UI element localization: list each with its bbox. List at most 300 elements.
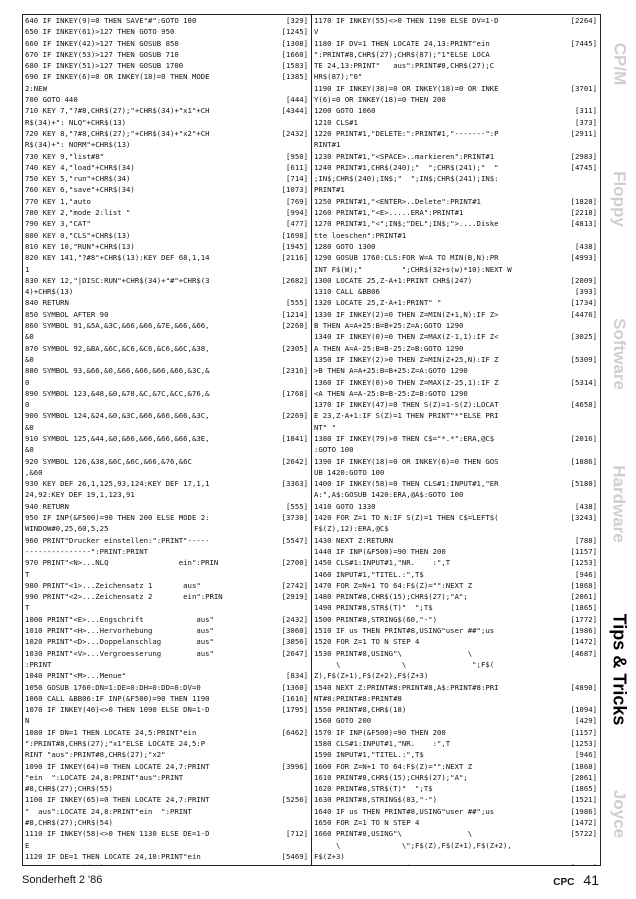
- code-text: 1420 FOR Z=1 TO N:IF S(Z)=1 THEN C$=LEFT$(: [314, 513, 499, 523]
- code-line: [23, 286, 311, 297]
- section-label-hardware: Hardware: [610, 465, 630, 543]
- code-text: 1250 PRINT#1,"<ENTER>..Delete":PRINT#1: [314, 196, 481, 206]
- code-line: [23, 151, 311, 162]
- line-checksum: [1660]: [281, 49, 308, 59]
- code-line: [312, 478, 600, 489]
- code-line: [312, 252, 600, 263]
- code-text: 960 PRINT"Drucker einstellen:":PRINT"-----: [25, 535, 210, 545]
- code-text: 950 IF INP(&F500)=90 THEN 200 ELSE MODE 2:: [25, 513, 210, 523]
- code-line: [23, 218, 311, 229]
- code-text: 810 KEY 10,"RUN"+CHR$(13): [25, 241, 135, 251]
- code-text: 1580 CLS#1:INPUT#1,"NR. :",T: [314, 739, 451, 748]
- line-checksum: [2316]: [281, 366, 308, 376]
- line-checksum: [4745]: [570, 162, 597, 172]
- code-text: 740 KEY 4,"load"+CHR$(34): [25, 162, 135, 172]
- code-text: 1360 IF INKEY(0)>0 THEN Z=MAX(Z-25,1):IF Z: [314, 377, 499, 387]
- line-checksum: [5469]: [281, 851, 308, 861]
- code-line: [23, 252, 311, 263]
- line-checksum: [3025]: [570, 332, 597, 342]
- code-text: 1460 INPUT#1,"TITEL.:",T$: [314, 569, 424, 579]
- code-line: [23, 297, 311, 308]
- line-checksum: [444]: [286, 95, 308, 105]
- code-line: [23, 173, 311, 184]
- line-checksum: [555]: [286, 298, 308, 308]
- code-text: A:",A$:GOSUB 1420:ERA,@A$:GOTO 100: [314, 490, 464, 500]
- code-text: 980 PRINT"<1>...Zeichensatz 1 aus": [25, 580, 201, 590]
- code-line: [23, 26, 311, 37]
- code-text: 1410 GOTO 1330: [314, 501, 376, 511]
- code-line: [23, 264, 311, 275]
- section-index-strip: [602, 14, 636, 839]
- code-text: 700 GOTO 440: [25, 95, 78, 105]
- code-line: [312, 207, 600, 218]
- code-text: 1630 PRINT#8,STRING$(83,"-"): [314, 795, 438, 805]
- code-line: [23, 546, 311, 557]
- code-text: 1430 NEXT Z:RETURN: [314, 535, 394, 545]
- line-checksum: [1986]: [570, 626, 597, 636]
- line-checksum: [2919]: [281, 592, 308, 602]
- code-text: &0: [25, 422, 34, 432]
- code-line: [23, 602, 311, 613]
- line-checksum: [1157]: [570, 727, 597, 737]
- code-text: 890 SYMBOL 123,&48,&0,&78,&C,&7C,&CC,&76,&: [25, 388, 210, 398]
- code-line: [23, 388, 311, 399]
- code-text: N: [25, 716, 30, 726]
- line-checksum: [950]: [286, 151, 308, 161]
- code-text: [314, 862, 499, 865]
- line-checksum: [3701]: [570, 83, 597, 93]
- code-text: 820 KEY 141,"?#8"+CHR$(13):KEY DEF 68,1,14: [25, 253, 210, 263]
- code-line: [23, 682, 311, 693]
- code-text: 880 SYMBOL 93,&66,&0,&66,&66,&66,&66,&3C,&: [25, 366, 210, 376]
- code-line: [312, 15, 600, 26]
- code-line: [312, 783, 600, 794]
- code-line: [23, 377, 311, 388]
- code-line: [312, 173, 600, 184]
- code-text: NT#8:PRINT#8:PRINT#8: [314, 693, 402, 703]
- code-line: [23, 275, 311, 286]
- code-line: [312, 523, 600, 534]
- line-checksum: [1795]: [281, 705, 308, 715]
- code-text: 710 KEY 7,"?#8,CHR$(27);"+CHR$(34)+"x1"+CH: [25, 106, 210, 116]
- code-text: 1640 IF us THEN PRINT#8,USING"user ##";us: [314, 806, 495, 816]
- line-checksum: [1698]: [281, 230, 308, 240]
- line-checksum: [1734]: [570, 298, 597, 308]
- line-checksum: [438]: [575, 241, 597, 251]
- line-checksum: [311]: [575, 106, 597, 116]
- line-checksum: [3060]: [281, 626, 308, 636]
- line-checksum: [5722]: [570, 829, 597, 839]
- code-line: [23, 840, 311, 851]
- code-text: 720 KEY 8,"?#8,CHR$(27);"+CHR$(34)+"x2"+CH: [25, 128, 210, 138]
- code-line: [23, 456, 311, 467]
- code-line: [312, 602, 600, 613]
- code-line: [23, 320, 311, 331]
- code-line: [23, 501, 311, 512]
- line-checksum: [2061]: [570, 772, 597, 782]
- code-text: 24,92:KEY DEF 19,1,123,91: [25, 490, 135, 500]
- code-text: B THEN A=A+25:B=B+25:Z=A:GOTO 1290: [314, 321, 464, 331]
- line-checksum: [5180]: [570, 479, 597, 489]
- code-line: [23, 105, 311, 116]
- code-text: 4)+CHR$(13): [25, 287, 74, 297]
- line-checksum: [438]: [575, 501, 597, 511]
- code-text: 640 IF INKEY(9)=0 THEN SAVE"#":GOTO 100: [25, 16, 197, 25]
- code-line: [312, 501, 600, 512]
- code-line: [312, 343, 600, 354]
- code-line: [312, 320, 600, 331]
- code-text: R$(34)+": NLQ"+CHR$(13): [25, 117, 127, 127]
- code-line: [23, 207, 311, 218]
- code-text: 0: [25, 400, 30, 410]
- listing-frame: [22, 14, 601, 866]
- code-line: [312, 749, 600, 760]
- code-text: 1620 PRINT#8,STR$(T)" ";T$: [314, 784, 433, 794]
- code-line: [23, 512, 311, 523]
- code-line: [23, 128, 311, 139]
- line-checksum: [1521]: [570, 795, 597, 805]
- code-line: [23, 862, 311, 865]
- code-line: [23, 693, 311, 704]
- code-text: 1210 CLS#1: [314, 117, 358, 127]
- code-text: 660 IF INKEY(42)>127 THEN GOSUB 850: [25, 38, 179, 48]
- code-line: [23, 761, 311, 772]
- code-text: 1030 PRINT"<V>...Vergroesserung aus": [25, 648, 214, 658]
- line-checksum: [2260]: [281, 321, 308, 331]
- code-line: [23, 49, 311, 60]
- line-checksum: [2269]: [281, 411, 308, 421]
- code-text: TE 24,13:PRINT" aus":PRINT#8,CHR$(27);C: [314, 61, 495, 71]
- line-checksum: [2305]: [281, 343, 308, 353]
- code-line: [23, 749, 311, 760]
- code-line: [23, 117, 311, 128]
- line-checksum: [329]: [286, 16, 308, 25]
- code-line: [23, 648, 311, 659]
- line-checksum: [788]: [575, 535, 597, 545]
- code-line: [312, 489, 600, 500]
- line-checksum: [2647]: [281, 648, 308, 658]
- code-text: &0: [25, 332, 34, 342]
- code-text: 1480 PRINT#8,CHR$(15);CHR$(27);"A";: [314, 592, 468, 602]
- code-text: 990 PRINT"<2>...Zeichensatz 2 ein":PRIN: [25, 592, 223, 602]
- code-text: 1170 IF INKEY(55)<>0 THEN 1190 ELSE DV=1-D: [314, 16, 499, 25]
- line-checksum: [2682]: [281, 275, 308, 285]
- code-line: [23, 60, 311, 71]
- code-text: A THEN A=A-25:B=B-25:Z=B:GOTO 1290: [314, 343, 464, 353]
- code-line: [23, 625, 311, 636]
- code-text: <A THEN A=A-25:B=B-25:Z=B:GOTO 1290: [314, 388, 468, 398]
- code-line: [23, 772, 311, 783]
- code-line: [23, 557, 311, 568]
- line-checksum: [3363]: [281, 479, 308, 489]
- code-text: 1440 IF INP(&F500)=90 THEN 200: [314, 546, 446, 556]
- listing-column-left: [23, 15, 312, 865]
- code-line: [312, 83, 600, 94]
- code-text: 1500 PRINT#8,STRING$(60,"-"): [314, 614, 438, 624]
- code-text: 1060 CALL &BB06:IF INP(&F500)=90 THEN 1190: [25, 693, 210, 703]
- code-text: 1490 PRINT#8,STR$(T)" ";T$: [314, 603, 433, 613]
- code-line: [23, 670, 311, 681]
- code-line: [23, 569, 311, 580]
- code-text: 840 RETURN: [25, 298, 69, 308]
- code-text: 1380 IF INKEY(79)>0 THEN C$="*.*":ERA,@C$: [314, 433, 495, 443]
- line-checksum: [946]: [575, 750, 597, 760]
- code-text: E: [25, 840, 30, 850]
- line-checksum: [3730]: [281, 513, 308, 523]
- code-line: [312, 309, 600, 320]
- code-line: [312, 422, 600, 433]
- code-text: \ \";F$(Z),F$(Z+1),F$(Z+2),: [314, 840, 512, 850]
- code-line: [23, 467, 311, 478]
- code-text: 1320 LOCATE 25,Z-A+1:PRINT" ": [314, 298, 442, 308]
- code-text: 940 RETURN: [25, 501, 69, 511]
- code-text: V: [314, 27, 319, 37]
- code-text: 1000 PRINT"<E>...Engschrift aus": [25, 614, 214, 624]
- code-text: 1570 IF INP(&F500)=90 THEN 200: [314, 727, 446, 737]
- code-text: 790 KEY 3,"CAT": [25, 219, 91, 229]
- code-text: 1: [25, 264, 30, 274]
- line-checksum: [1094]: [570, 705, 597, 715]
- code-text: " aus":LOCATE 24,8:PRINT"ein ":PRINT: [25, 806, 192, 816]
- code-line: [312, 94, 600, 105]
- code-text: 1470 FOR Z=N+1 TO 64:F$(Z)="":NEXT Z: [314, 580, 473, 590]
- line-checksum: [2700]: [281, 558, 308, 568]
- code-text: 970 PRINT"<N>...NLQ ein":PRIN: [25, 558, 219, 568]
- code-text: 1590 INPUT#1,"TITEL.:",T$: [314, 750, 424, 760]
- line-checksum: [1308]: [281, 38, 308, 48]
- code-text: 1540 NEXT Z:PRINT#8:PRINT#8,A$:PRINT#8:PRI: [314, 682, 499, 692]
- code-line: [312, 535, 600, 546]
- code-line: [312, 557, 600, 568]
- code-text: 1510 IF us THEN PRINT#8,USING"user ##";us: [314, 626, 495, 636]
- code-text: 1310 CALL &BB06: [314, 287, 380, 297]
- code-text: 1290 GOSUB 1760:CLS:FOR W=A TO MIN(B,N):PR: [314, 253, 499, 263]
- code-text: 670 IF INKEY(53)>127 THEN GOSUB 710: [25, 49, 179, 59]
- code-line: [312, 794, 600, 805]
- code-line: [312, 636, 600, 647]
- code-line: [23, 715, 311, 726]
- code-line: [312, 512, 600, 523]
- code-text: E 23,Z-A+1:IF S(Z)=1 THEN PRINT"*"ELSE PRI: [314, 411, 499, 421]
- code-text: RINT#1: [314, 140, 341, 150]
- code-text: 900 SYMBOL 124,&24,&0,&3C,&66,&66,&66,&3C,: [25, 411, 210, 421]
- code-text: 1650 FOR Z=1 TO N STEP 4: [314, 818, 420, 828]
- code-line: [312, 433, 600, 444]
- code-line: [23, 15, 311, 26]
- code-text: 1010 PRINT"<H>...Hervorhebung aus": [25, 626, 214, 636]
- section-label-cpm: CP/M: [610, 42, 629, 86]
- code-line: [312, 26, 600, 37]
- code-text: ":PRINT#8,CHR$(27);"x1"ELSE LOCATE 24,5:P: [25, 739, 206, 748]
- code-text: 690 IF INKEY(6)=0 OR INKEY(18)=0 THEN MODE: [25, 72, 210, 82]
- code-line: [312, 128, 600, 139]
- line-checksum: [712]: [286, 829, 308, 839]
- code-line: [23, 71, 311, 82]
- line-checksum: [1385]: [281, 72, 308, 82]
- line-checksum: [4687]: [570, 648, 597, 658]
- code-line: [23, 139, 311, 150]
- section-label-floppy: Floppy: [610, 171, 629, 227]
- magazine-logo: CPC: [553, 877, 575, 888]
- line-checksum: [994]: [286, 208, 308, 218]
- code-line: [23, 241, 311, 252]
- line-checksum: [2742]: [281, 580, 308, 590]
- line-checksum: [3243]: [570, 513, 597, 523]
- code-line: [312, 60, 600, 71]
- code-line: [312, 286, 600, 297]
- code-line: [312, 162, 600, 173]
- code-text: >B THEN A=A+25:B=B+25:Z=A:GOTO 1290: [314, 366, 468, 376]
- line-checksum: [1945]: [281, 241, 308, 251]
- line-checksum: [5547]: [281, 535, 308, 545]
- code-text: 1190 IF INKEY(38)=0 OR INKEY(18)=0 OR INKE: [314, 83, 499, 93]
- code-line: [23, 230, 311, 241]
- line-checksum: [2983]: [570, 151, 597, 161]
- code-line: [23, 489, 311, 500]
- line-checksum: [3996]: [281, 761, 308, 771]
- code-text: ---------------":PRINT:PRINT: [25, 546, 149, 556]
- code-text: 1660 PRINT#8,USING"\ \: [314, 829, 473, 839]
- line-checksum: [393]: [575, 287, 597, 297]
- code-text: 870 SYMBOL 92,&BA,&6C,&C6,&C6,&C6,&6C,&38,: [25, 343, 210, 353]
- code-line: [23, 523, 311, 534]
- code-text: &0: [25, 445, 34, 455]
- line-checksum: [7445]: [570, 38, 597, 48]
- page-number: 41: [583, 872, 599, 888]
- code-text: 1110 IF INKEY(58)<>0 THEN 1130 ELSE DE=1-D: [25, 829, 210, 839]
- line-checksum: [1768]: [281, 388, 308, 398]
- line-checksum: [2642]: [281, 456, 308, 466]
- code-line: [312, 71, 600, 82]
- code-text: 780 KEY 2,"mode 2:list ": [25, 208, 131, 218]
- code-line: [312, 614, 600, 625]
- code-text: \ \ ";F$(: [314, 659, 495, 669]
- code-line: [23, 783, 311, 794]
- code-line: [312, 377, 600, 388]
- line-checksum: [2218]: [570, 208, 597, 218]
- code-text: 800 KEY 0,"CLS"+CHR$(13): [25, 230, 131, 240]
- code-text: 920 SYMBOL 126,&38,&6C,&6C,&66,&76,&6C: [25, 456, 192, 466]
- code-line: [23, 94, 311, 105]
- code-line: [312, 467, 600, 478]
- code-text: 680 IF INKEY(51)>127 THEN GOSUB 1700: [25, 61, 184, 71]
- code-line: [23, 851, 311, 862]
- code-line: [312, 580, 600, 591]
- line-checksum: [1616]: [281, 693, 308, 703]
- line-checksum: [1886]: [570, 456, 597, 466]
- code-line: [312, 761, 600, 772]
- line-checksum: [2432]: [281, 128, 308, 138]
- code-line: [23, 806, 311, 817]
- code-text: 1020 PRINT"<D>...Doppelanschlag aus": [25, 637, 214, 647]
- code-text: RINT "aus":PRINT#8,CHR$(27);"x2": [25, 750, 166, 760]
- code-line: [23, 410, 311, 421]
- code-line: [312, 139, 600, 150]
- line-checksum: [1841]: [281, 433, 308, 443]
- code-text: 1350 IF INKEY(2)>0 THEN Z=MIN(Z+25,N):IF Z: [314, 354, 499, 364]
- code-text: ,&60: [25, 467, 43, 477]
- code-text: 1550 PRINT#8,CHR$(18): [314, 705, 407, 715]
- code-text: INT F$(W);" ";CHR$(32+s(w)*10):NEXT W: [314, 264, 512, 274]
- code-text: NT" ": [314, 422, 336, 432]
- line-checksum: [769]: [286, 196, 308, 206]
- line-checksum: [5256]: [281, 795, 308, 805]
- page-footer: [22, 872, 599, 890]
- line-checksum: [1253]: [570, 739, 597, 748]
- code-line: [312, 151, 600, 162]
- code-text: 1370 IF INKEY(47)=0 THEN S(Z)=1-S(Z):LOCAT: [314, 400, 499, 410]
- line-checksum: [1214]: [281, 309, 308, 319]
- section-label-tips-tricks: Tips & Tricks: [609, 613, 630, 725]
- code-line: [312, 49, 600, 60]
- code-text: :PRINT: [25, 659, 52, 669]
- line-checksum: [1073]: [281, 185, 308, 195]
- code-text: 1260 PRINT#1,"<E>.....ERA":PRINT#1: [314, 208, 464, 218]
- listing-column-right: [312, 15, 600, 865]
- code-line: [312, 230, 600, 241]
- code-text: 1050 GOSUB 1760:DN=1:DE=0:DH=0:DD=0:DV=0: [25, 682, 201, 692]
- code-text: 1600 FOR Z=N+1 TO 64:F$(Z)="":NEXT Z: [314, 761, 473, 771]
- line-checksum: [2116]: [281, 253, 308, 263]
- code-text: 1340 IF INKEY(0)=0 THEN Z=MAX(Z-1,1):IF Z<: [314, 332, 499, 342]
- code-text: 1390 IF INKEY(18)=0 OR INKEY(6)=0 THEN GOS: [314, 456, 499, 466]
- line-checksum: [5314]: [570, 377, 597, 387]
- line-checksum: [1583]: [281, 61, 308, 71]
- code-line: [312, 444, 600, 455]
- code-line: [23, 794, 311, 805]
- code-text: 730 KEY 9,"list#8": [25, 151, 105, 161]
- code-line: [23, 535, 311, 546]
- code-line: [23, 196, 311, 207]
- code-text: 1090 IF INKEY(64)=0 THEN LOCATE 24,7:PRINT: [25, 761, 210, 771]
- line-checksum: [4993]: [570, 253, 597, 263]
- code-line: [312, 727, 600, 738]
- line-checksum: [569, 862, 597, 865]
- line-checksum: [1472]: [570, 818, 597, 828]
- code-text: R$(34)+": NORM"+CHR$(13): [25, 140, 131, 150]
- code-line: [312, 591, 600, 602]
- code-text: "ein ":LOCATE 24,8:PRINT"aus":PRINT: [25, 772, 184, 782]
- code-text: 1120 IF DE=1 THEN LOCATE 24,10:PRINT"ein: [25, 851, 201, 861]
- code-text: 2:NEW: [25, 83, 47, 93]
- code-text: F$(Z),12):ERA,@C$: [314, 524, 389, 534]
- code-text: 1400 IF INKEY(58)=0 THEN CLS#1:INPUT#1,"ER: [314, 479, 499, 489]
- code-line: [312, 715, 600, 726]
- code-line: [312, 218, 600, 229]
- code-line: [312, 693, 600, 704]
- code-text: WINDOW#0,25,60,5,25: [25, 524, 109, 534]
- code-line: [312, 851, 600, 862]
- line-checksum: [4658]: [570, 400, 597, 410]
- line-checksum: [477]: [286, 219, 308, 229]
- code-line: [312, 297, 600, 308]
- code-line: [23, 354, 311, 365]
- code-text: 1520 FOR Z=1 TO N STEP 4: [314, 637, 420, 647]
- code-line: [23, 817, 311, 828]
- code-line: [23, 162, 311, 173]
- code-line: [23, 365, 311, 376]
- line-checksum: [1360]: [281, 682, 308, 692]
- line-checksum: [1865]: [570, 603, 597, 613]
- line-checksum: [2061]: [570, 592, 597, 602]
- code-text: 930 KEY DEF 26,1,125,93,124:KEY DEF 17,1,1: [25, 479, 210, 489]
- code-line: [23, 184, 311, 195]
- code-line: [312, 670, 600, 681]
- code-text: 830 KEY 12,"|DISC:RUN"+CHR$(34)+"#"+CHR$(3: [25, 275, 210, 285]
- code-text: 1100 IF INKEY(65)=0 THEN LOCATE 24,7:PRINT: [25, 795, 210, 805]
- line-checksum: [1986]: [570, 806, 597, 816]
- code-text: tte loeschen":PRINT#1: [314, 230, 407, 240]
